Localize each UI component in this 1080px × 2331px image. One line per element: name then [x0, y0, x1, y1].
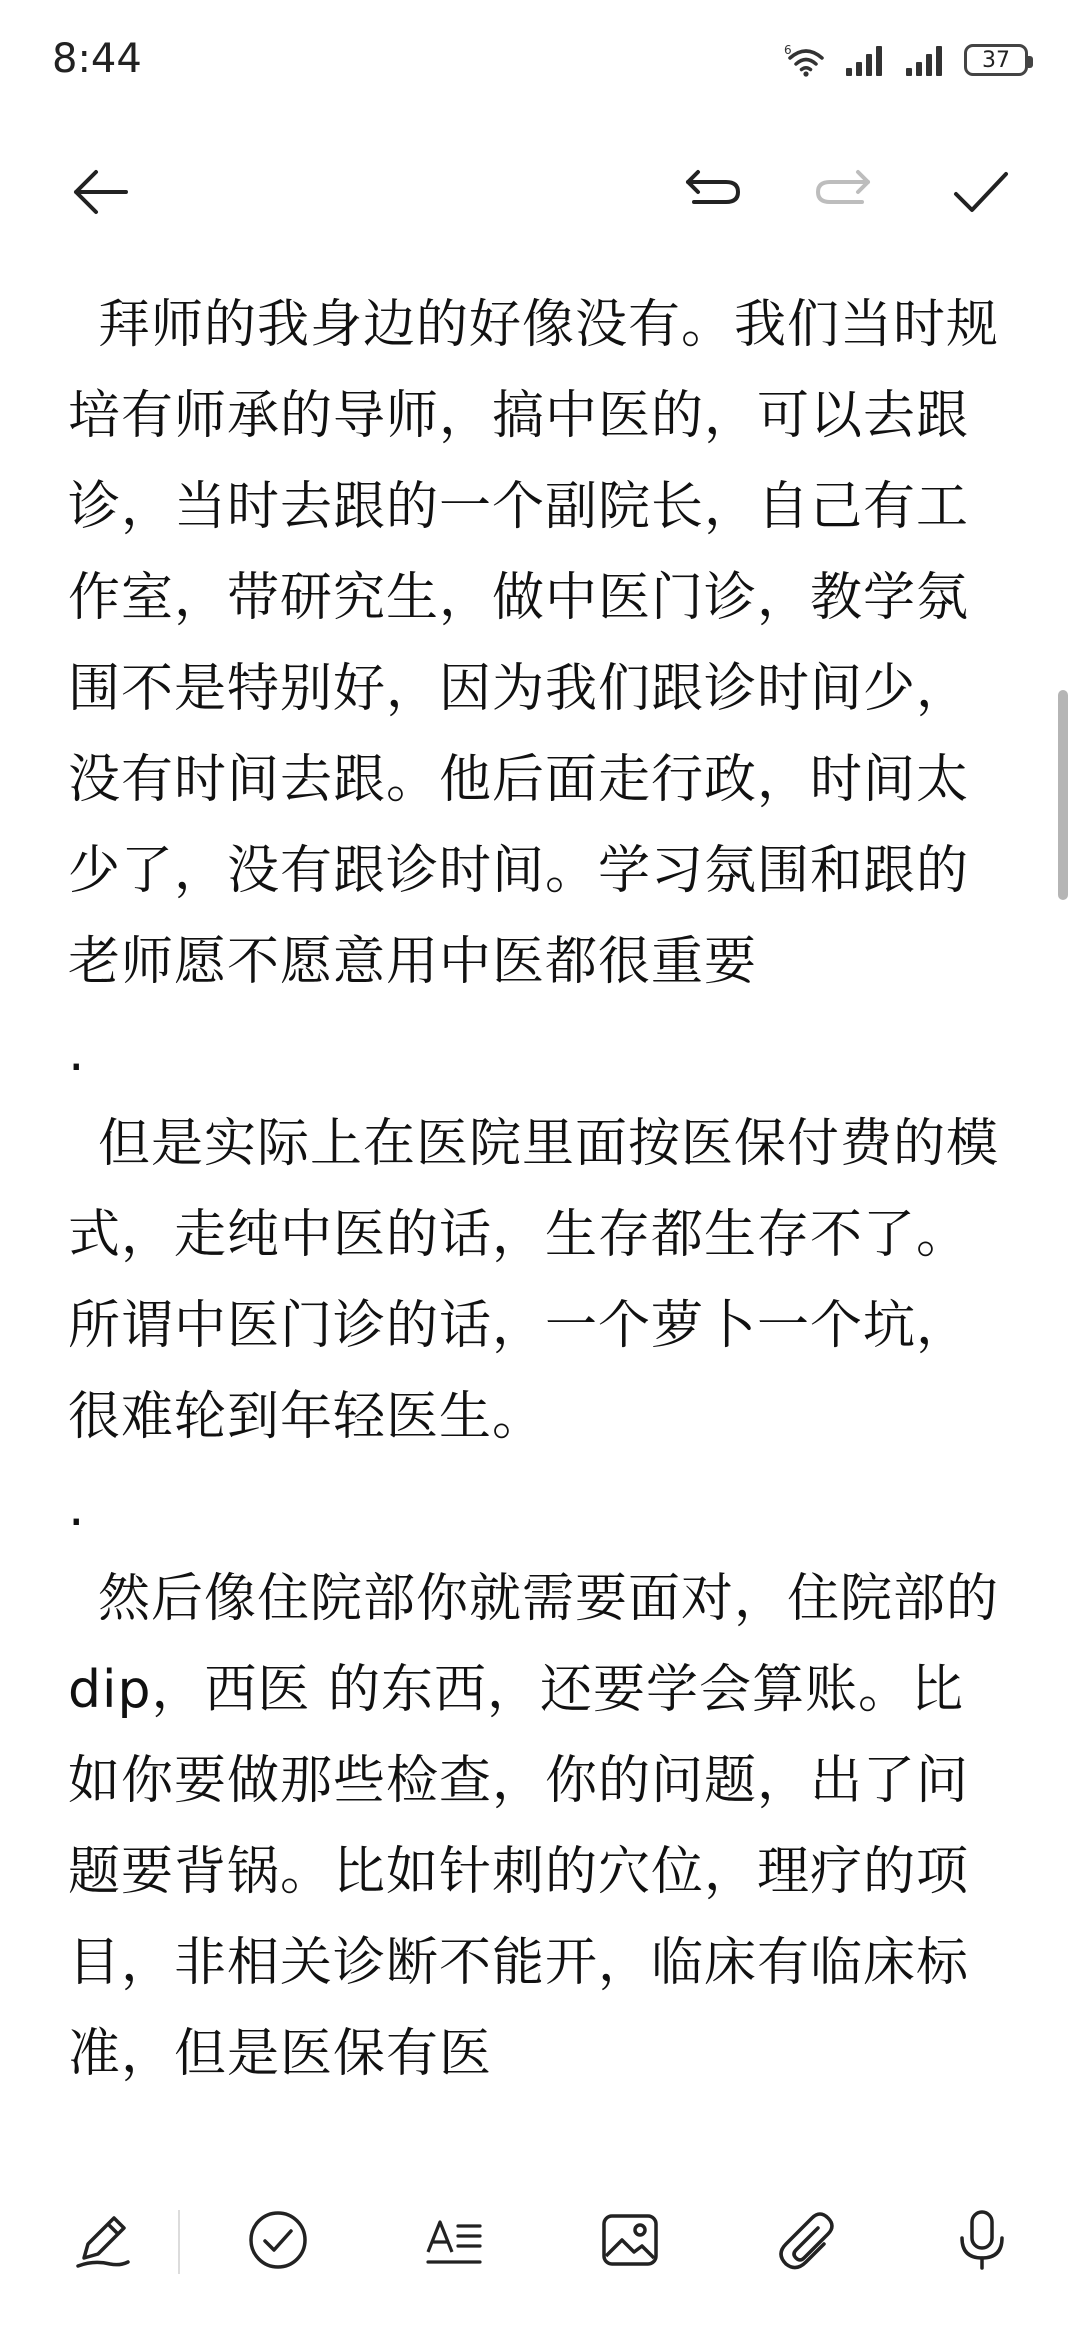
- undo-icon: [680, 160, 744, 224]
- status-icons: [784, 40, 1028, 80]
- undo-button[interactable]: [680, 160, 744, 224]
- editor-bottom-toolbar: [0, 2170, 1080, 2310]
- voice-input-button[interactable]: [946, 2204, 1018, 2276]
- handwriting-button[interactable]: [66, 2204, 138, 2276]
- toolbar-divider: [178, 2210, 180, 2274]
- done-button[interactable]: [948, 160, 1012, 224]
- note-paragraph[interactable]: 但是实际上在医院里面按医保付费的模式，走纯中医的话，生存都生存不了。所谓中医门诊的话，一个萝卜一个坑，很难轮到年轻医生。: [68, 1114, 1000, 1447]
- signal-icon: [904, 42, 948, 78]
- text-format-icon: [422, 2208, 486, 2272]
- svg-text:6: 6: [784, 43, 792, 57]
- redo-button[interactable]: [812, 160, 876, 224]
- note-paragraph[interactable]: 然后像住院部你就需要面对，住院部的dip，西医 的东西，还要学会算账。比如你要做那些检查，你的问题，出了问题要背锅。比如针刺的穴位，理疗的项目，非相关诊断不能开，临床有临床标准，但是医保有医: [68, 1569, 1000, 2084]
- battery-level: 37: [982, 47, 1010, 73]
- status-time: 8:44: [52, 36, 142, 82]
- image-icon: [598, 2208, 662, 2272]
- check-icon: [948, 160, 1012, 224]
- paragraph-separator: .: [68, 1023, 86, 1083]
- redo-icon: [812, 160, 876, 224]
- pen-icon: [70, 2208, 134, 2272]
- note-paragraph[interactable]: 拜师的我身边的好像没有。我们当时规培有师承的导师，搞中医的，可以去跟诊，当时去跟的一个副院长，自己有工作室，带研究生，做中医门诊，教学氛围不是特别好，因为我们跟诊时间少，没有时间去跟。他后面走行政，时间太少了，没有跟诊时间。学习氛围和跟的老师愿不愿意用中医都很重要: [68, 295, 1000, 992]
- back-arrow-icon: [68, 160, 132, 224]
- editor-top-toolbar: [0, 140, 1080, 240]
- note-editor[interactable]: [68, 280, 1010, 2145]
- status-bar: [0, 0, 1080, 120]
- battery-icon: [964, 44, 1028, 76]
- attachment-button[interactable]: [770, 2204, 842, 2276]
- scrollbar[interactable]: [1058, 690, 1068, 900]
- checklist-icon: [246, 2208, 310, 2272]
- wifi-icon: [784, 42, 828, 78]
- signal-icon: [844, 42, 888, 78]
- text-format-button[interactable]: [418, 2204, 490, 2276]
- checklist-button[interactable]: [242, 2204, 314, 2276]
- microphone-icon: [950, 2208, 1014, 2272]
- insert-image-button[interactable]: [594, 2204, 666, 2276]
- paragraph-separator: .: [68, 1478, 86, 1538]
- attachment-icon: [774, 2208, 838, 2272]
- back-button[interactable]: [68, 160, 132, 224]
